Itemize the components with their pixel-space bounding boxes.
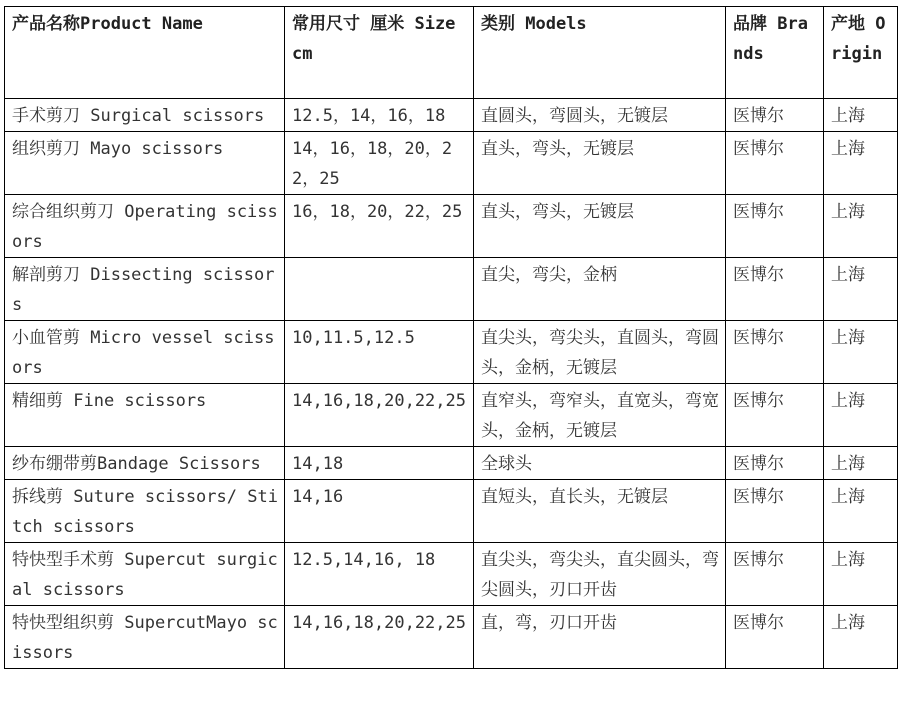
table-row xyxy=(5,606,898,669)
cell-product-name: 组织剪刀 Mayo scissors xyxy=(5,132,285,195)
cell-origin: 上海 xyxy=(824,447,898,480)
cell-origin: 上海 xyxy=(824,384,898,447)
cell-size: 16，18，20，22，25 xyxy=(285,195,474,258)
header-origin: 产地 Origin xyxy=(824,7,898,99)
cell-product-name: 手术剪刀 Surgical scissors xyxy=(5,99,285,132)
cell-brand: 医博尔 xyxy=(726,480,824,543)
cell-size: 14,18 xyxy=(285,447,474,480)
cell-brand: 医博尔 xyxy=(726,258,824,321)
cell-models: 直尖，弯尖，金柄 xyxy=(474,258,726,321)
header-brands: 品牌 Brands xyxy=(726,7,824,99)
cell-size: 12.5,14,16, 18 xyxy=(285,543,474,606)
cell-brand: 医博尔 xyxy=(726,132,824,195)
cell-product-name: 特快型手术剪 Supercut surgical scissors xyxy=(5,543,285,606)
cell-size: 10,11.5,12.5 xyxy=(285,321,474,384)
cell-origin: 上海 xyxy=(824,606,898,669)
cell-models: 全球头 xyxy=(474,447,726,480)
cell-models: 直窄头，弯窄头，直宽头，弯宽头，金柄，无镀层 xyxy=(474,384,726,447)
cell-origin: 上海 xyxy=(824,543,898,606)
cell-models: 直尖头，弯尖头，直尖圆头，弯尖圆头，刃口开齿 xyxy=(474,543,726,606)
cell-product-name: 综合组织剪刀 Operating scissors xyxy=(5,195,285,258)
table-row xyxy=(5,99,898,132)
table-row xyxy=(5,321,898,384)
cell-models: 直头，弯头，无镀层 xyxy=(474,132,726,195)
table-row xyxy=(5,543,898,606)
header-models: 类别 Models xyxy=(474,7,726,99)
table-row xyxy=(5,447,898,480)
cell-size: 14,16,18,20,22,25 xyxy=(285,384,474,447)
cell-models: 直头，弯头，无镀层 xyxy=(474,195,726,258)
cell-origin: 上海 xyxy=(824,321,898,384)
table-header-row xyxy=(5,7,898,99)
cell-product-name: 特快型组织剪 SupercutMayo scissors xyxy=(5,606,285,669)
cell-brand: 医博尔 xyxy=(726,321,824,384)
cell-size xyxy=(285,258,474,321)
cell-brand: 医博尔 xyxy=(726,384,824,447)
table-row xyxy=(5,384,898,447)
header-size: 常用尺寸 厘米 Size cm xyxy=(285,7,474,99)
cell-origin: 上海 xyxy=(824,258,898,321)
cell-size: 12.5，14，16，18 xyxy=(285,99,474,132)
cell-size: 14,16,18,20,22,25 xyxy=(285,606,474,669)
cell-models: 直尖头，弯尖头，直圆头，弯圆头，金柄，无镀层 xyxy=(474,321,726,384)
cell-brand: 医博尔 xyxy=(726,543,824,606)
cell-product-name: 纱布绷带剪Bandage Scissors xyxy=(5,447,285,480)
cell-origin: 上海 xyxy=(824,99,898,132)
cell-brand: 医博尔 xyxy=(726,99,824,132)
cell-origin: 上海 xyxy=(824,195,898,258)
table-row xyxy=(5,258,898,321)
header-product-name: 产品名称Product Name xyxy=(5,7,285,99)
cell-brand: 医博尔 xyxy=(726,195,824,258)
table-row xyxy=(5,480,898,543)
cell-product-name: 解剖剪刀 Dissecting scissors xyxy=(5,258,285,321)
cell-product-name: 拆线剪 Suture scissors/ Stitch scissors xyxy=(5,480,285,543)
cell-origin: 上海 xyxy=(824,132,898,195)
cell-origin: 上海 xyxy=(824,480,898,543)
cell-size: 14，16，18，20，22，25 xyxy=(285,132,474,195)
table-row xyxy=(5,132,898,195)
cell-brand: 医博尔 xyxy=(726,447,824,480)
cell-models: 直圆头，弯圆头，无镀层 xyxy=(474,99,726,132)
cell-product-name: 精细剪 Fine scissors xyxy=(5,384,285,447)
cell-models: 直，弯，刃口开齿 xyxy=(474,606,726,669)
product-table xyxy=(4,6,898,669)
cell-models: 直短头，直长头，无镀层 xyxy=(474,480,726,543)
cell-size: 14,16 xyxy=(285,480,474,543)
cell-brand: 医博尔 xyxy=(726,606,824,669)
cell-product-name: 小血管剪 Micro vessel scissors xyxy=(5,321,285,384)
table-row xyxy=(5,195,898,258)
